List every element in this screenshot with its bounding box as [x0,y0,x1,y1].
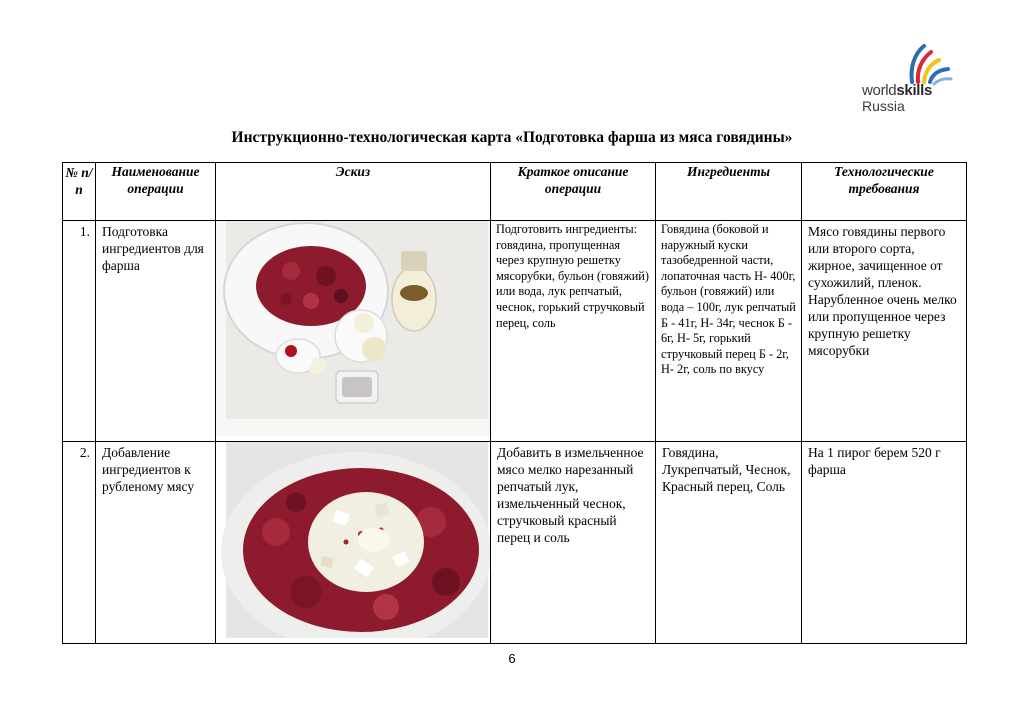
row-number: 2. [63,442,96,644]
ingredients-text: Говядина, Лукрепчатый, Чеснок, Красный перец, Соль [662,445,791,494]
sketch-photo-ingredients [216,221,491,442]
logo-wordmark: worldskills [862,82,933,99]
header-operation-name: Наименование операции [96,163,216,221]
page-number: 6 [508,651,516,666]
document-title: Инструкционно-технологическая карта «Подготовка фарша из мяса говядины» [231,129,793,146]
header-sketch: Эскиз [216,163,491,221]
worldskills-logo [862,42,962,114]
technology-card-table [62,162,967,644]
sketch-photo-mince [216,442,491,644]
header-description: Краткое описание операции [491,163,656,221]
table-header-row [63,163,967,221]
ingredients-list [656,442,802,644]
header-number: № п/ п [63,163,96,221]
table-row [63,221,967,442]
table-row [63,442,967,644]
header-ingredients: Ингредиенты [656,163,802,221]
ingredients-photo [216,221,491,436]
mince-with-onion-photo [216,442,491,638]
operation-name: Добавление ингредиентов к рубленому мясу [96,442,216,644]
operation-description: Подготовить ингредиенты: говядина, пропущенная через крупную решетку мясорубки, бульон (говяжий) или вода, лук репчатый, чеснок, горький стручковый перец, соль [491,221,656,442]
header-requirements: Технологические требования [802,163,967,221]
operation-description: Добавить в измельченное мясо мелко нарезанный репчатый лук, измельченный чеснок, стручковый красный перец и соль [491,442,656,644]
row-number: 1. [63,221,96,442]
worldskills-emblem-icon [904,42,954,86]
operation-name: Подготовка ингредиентов для фарша [96,221,216,442]
technological-requirements: На 1 пирог берем 520 г фарша [802,442,967,644]
ingredients-list: Говядина (боковой и наружный куски тазобедренной части, лопаточная часть Н- 400г, бульон (говяжий) или вода – 100г, лук репчатый Б - 41г, Н- 34г, чеснок Б - 6г, Н- 5г, горький стручковый перец Б - 2г, Н- 2г, соль по вкусу [656,221,802,442]
logo-country: Russia [862,98,905,114]
technological-requirements: Мясо говядины первого или второго сорта, жирное, зачищенное от сухожилий, пленок. Нарубленное очень мелко или пропущенное через крупную решетку мясорубки [802,221,967,442]
